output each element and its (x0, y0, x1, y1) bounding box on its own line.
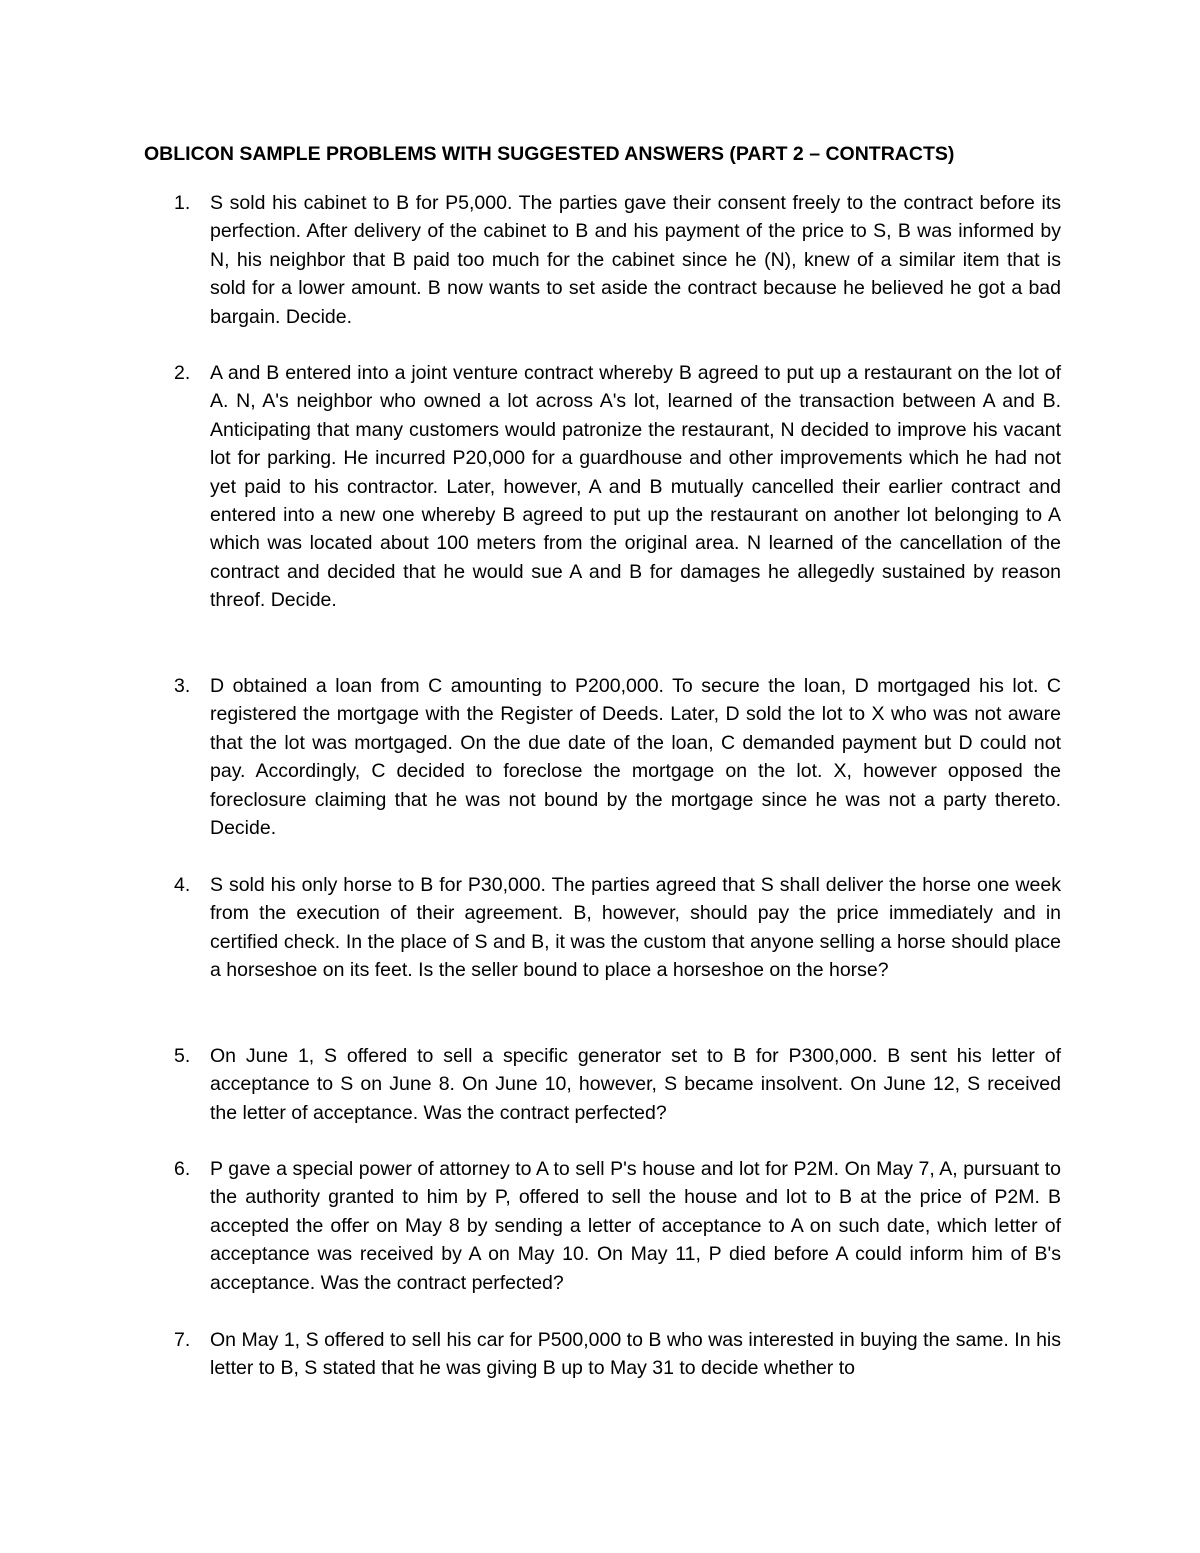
problem-item (174, 189, 1061, 331)
problem-text: On June 1, S offered to sell a specific generator set to B for P300,000. B sent his letter of acceptance to S on June 8. On June 10, however, S became insolvent. On June 12, S received the letter of acceptance. Was the contract perfected? (210, 1045, 1061, 1124)
problem-item (174, 672, 1061, 842)
problem-number: 6. (174, 1158, 191, 1180)
problem-item (174, 1042, 1061, 1127)
problem-number: 1. (174, 192, 191, 214)
problem-number: 4. (174, 874, 191, 896)
problem-text: D obtained a loan from C amounting to P200,000. To secure the loan, D mortgaged his lot. C registered the mortgage with the Register of Deeds. Later, D sold the lot to X who was not aware that the lot was mortgaged. On the due date of the loan, C demanded payment but D could not pay. Accordingly, C decided to foreclose the mortgage on the lot. X, however opposed the foreclosure claiming that he was not bound by the mortgage since he was not a party thereto. Decide. (210, 675, 1061, 840)
problem-number: 2. (174, 362, 191, 384)
problem-number: 5. (174, 1045, 191, 1067)
problem-text: On May 1, S offered to sell his car for P500,000 to B who was interested in buying the same. In his letter to B, S stated that he was giving B up to May 31 to decide whether to (210, 1329, 1061, 1380)
document-title: OBLICON SAMPLE PROBLEMS WITH SUGGESTED ANSWERS (PART 2 – CONTRACTS) (144, 143, 955, 165)
problem-item (174, 359, 1061, 615)
problem-text: A and B entered into a joint venture contract whereby B agreed to put up a restaurant on the lot of A. N, A's neighbor who owned a lot across A's lot, learned of the transaction between A and B. Anticipating that many customers would patronize the restaurant, N decided to improve his vacant lot for parking. He incurred P20,000 for a guardhouse and other improvements which he had not yet paid to his contractor. Later, however, A and B mutually cancelled their earlier contract and entered into a new one whereby B agreed to put up the restaurant on another lot belonging to A which was located about 100 meters from the original area. N learned of the cancellation of the contract and decided that he would sue A and B for damages he allegedly sustained by reason threof. Decide. (210, 362, 1061, 612)
problem-item (174, 871, 1061, 985)
problem-text: P gave a special power of attorney to A to sell P's house and lot for P2M. On May 7, A, pursuant to the authority granted to him by P, offered to sell the house and lot to B at the price of P2M. B accepted the offer on May 8 by sending a letter of acceptance to A on such date, which letter of acceptance was received by A on May 10. On May 11, P died before A could inform him of B's acceptance. Was the contract perfected? (210, 1158, 1061, 1294)
problem-number: 3. (174, 675, 191, 697)
problem-item (174, 1155, 1061, 1297)
problem-text: S sold his cabinet to B for P5,000. The parties gave their consent freely to the contract before its perfection. After delivery of the cabinet to B and his payment of the price to S, B was informed by N, his neighbor that B paid too much for the cabinet since he (N), knew of a similar item that is sold for a lower amount. B now wants to set aside the contract because he believed he got a bad bargain. Decide. (210, 192, 1061, 328)
problem-number: 7. (174, 1329, 191, 1351)
problem-text: S sold his only horse to B for P30,000. The parties agreed that S shall deliver the horse one week from the execution of their agreement. B, however, should pay the price immediately and in certified check. In the place of S and B, it was the custom that anyone selling a horse should place a horseshoe on its feet. Is the seller bound to place a horseshoe on the horse? (210, 874, 1061, 982)
problem-item (174, 1326, 1061, 1383)
